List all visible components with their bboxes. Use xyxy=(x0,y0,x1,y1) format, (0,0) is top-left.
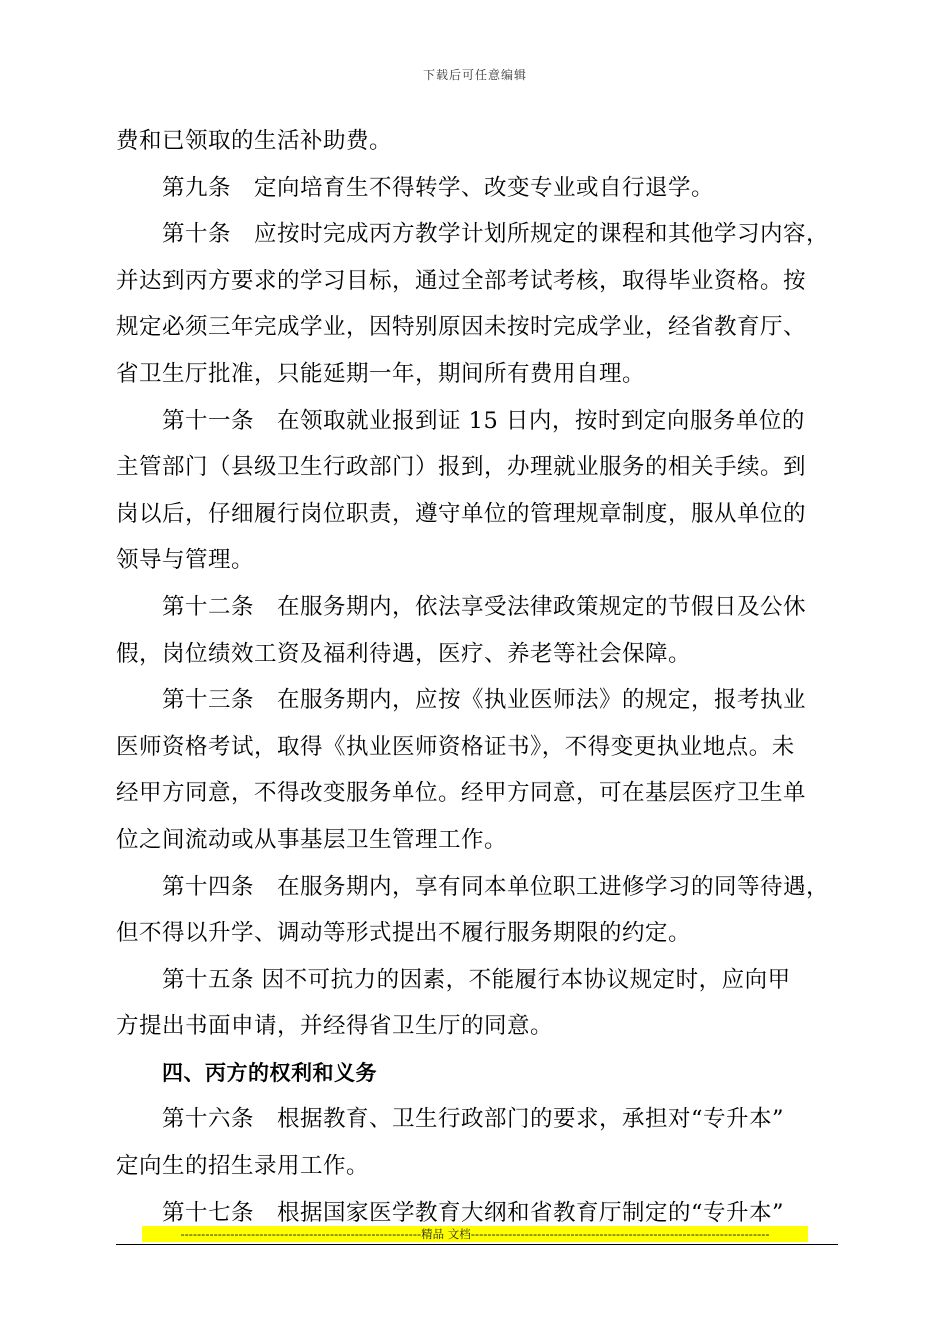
text-line: 但不得以升学、调动等形式提出不履行服务期限的约定。 xyxy=(116,920,692,947)
text-line: 第十五条 因不可抗力的因素，不能履行本协议规定时，应向甲 xyxy=(162,966,791,993)
text-line: 第十四条 在服务期内，享有同本单位职工进修学习的同等待遇， xyxy=(162,873,830,900)
document-body xyxy=(116,118,838,1236)
text-line: 第十三条 在服务期内，应按《执业医师法》的规定，报考执业 xyxy=(162,687,807,714)
text-line: 医师资格考试，取得《执业医师资格证书》，不得变更执业地点。未 xyxy=(116,733,795,760)
footer-divider xyxy=(116,1244,838,1245)
text-line: 第九条 定向培育生不得转学、改变专业或自行退学。 xyxy=(162,174,715,201)
section-heading: 四、丙方的权利和义务 xyxy=(162,1060,377,1085)
text-line: 第十六条 根据教育、卫生行政部门的要求，承担对“专升本” xyxy=(162,1106,785,1133)
text-line: 费和已领取的生活补助费。 xyxy=(116,128,393,154)
text-line: 经甲方同意，不得改变服务单位。经甲方同意，可在基层医疗卫生单 xyxy=(116,780,807,807)
text-line: 位之间流动或从事基层卫生管理工作。 xyxy=(116,826,508,853)
text-line: 省卫生厅批准，只能延期一年，期间所有费用自理。 xyxy=(116,360,646,387)
text-line: 主管部门（县级卫生行政部门）报到，办理就业服务的相关手续。到 xyxy=(116,454,807,481)
text-line: 第十二条 在服务期内，依法享受法律政策规定的节假日及公休 xyxy=(162,593,807,620)
text-line: 第十条 应按时完成丙方教学计划所规定的课程和其他学习内容， xyxy=(162,221,830,248)
text-line: 第十七条 根据国家医学教育大纲和省教育厅制定的“专升本” xyxy=(162,1199,785,1226)
text-line: 岗以后，仔细履行岗位职责，遵守单位的管理规章制度，服从单位的 xyxy=(116,500,807,527)
text-line: 领导与管理。 xyxy=(116,547,255,574)
text-line: 定向生的招生录用工作。 xyxy=(116,1153,370,1180)
page-header: 下载后可任意编辑 xyxy=(422,68,527,82)
text-line: 规定必须三年完成学业，因特别原因未按时完成学业，经省教育厅、 xyxy=(116,314,807,341)
footer-watermark: ----------------------------------------------------------精品 文档------------------------------------------------------------------------ xyxy=(142,1226,808,1242)
text-line: 方提出书面申请，并经得省卫生厅的同意。 xyxy=(116,1013,554,1040)
text-line: 并达到丙方要求的学习目标，通过全部考试考核，取得毕业资格。按 xyxy=(116,267,807,294)
text-line: 第十一条 在领取就业报到证 15 日内，按时到定向服务单位的 xyxy=(162,407,805,434)
text-line: 假，岗位绩效工资及福利待遇，医疗、养老等社会保障。 xyxy=(116,640,692,667)
